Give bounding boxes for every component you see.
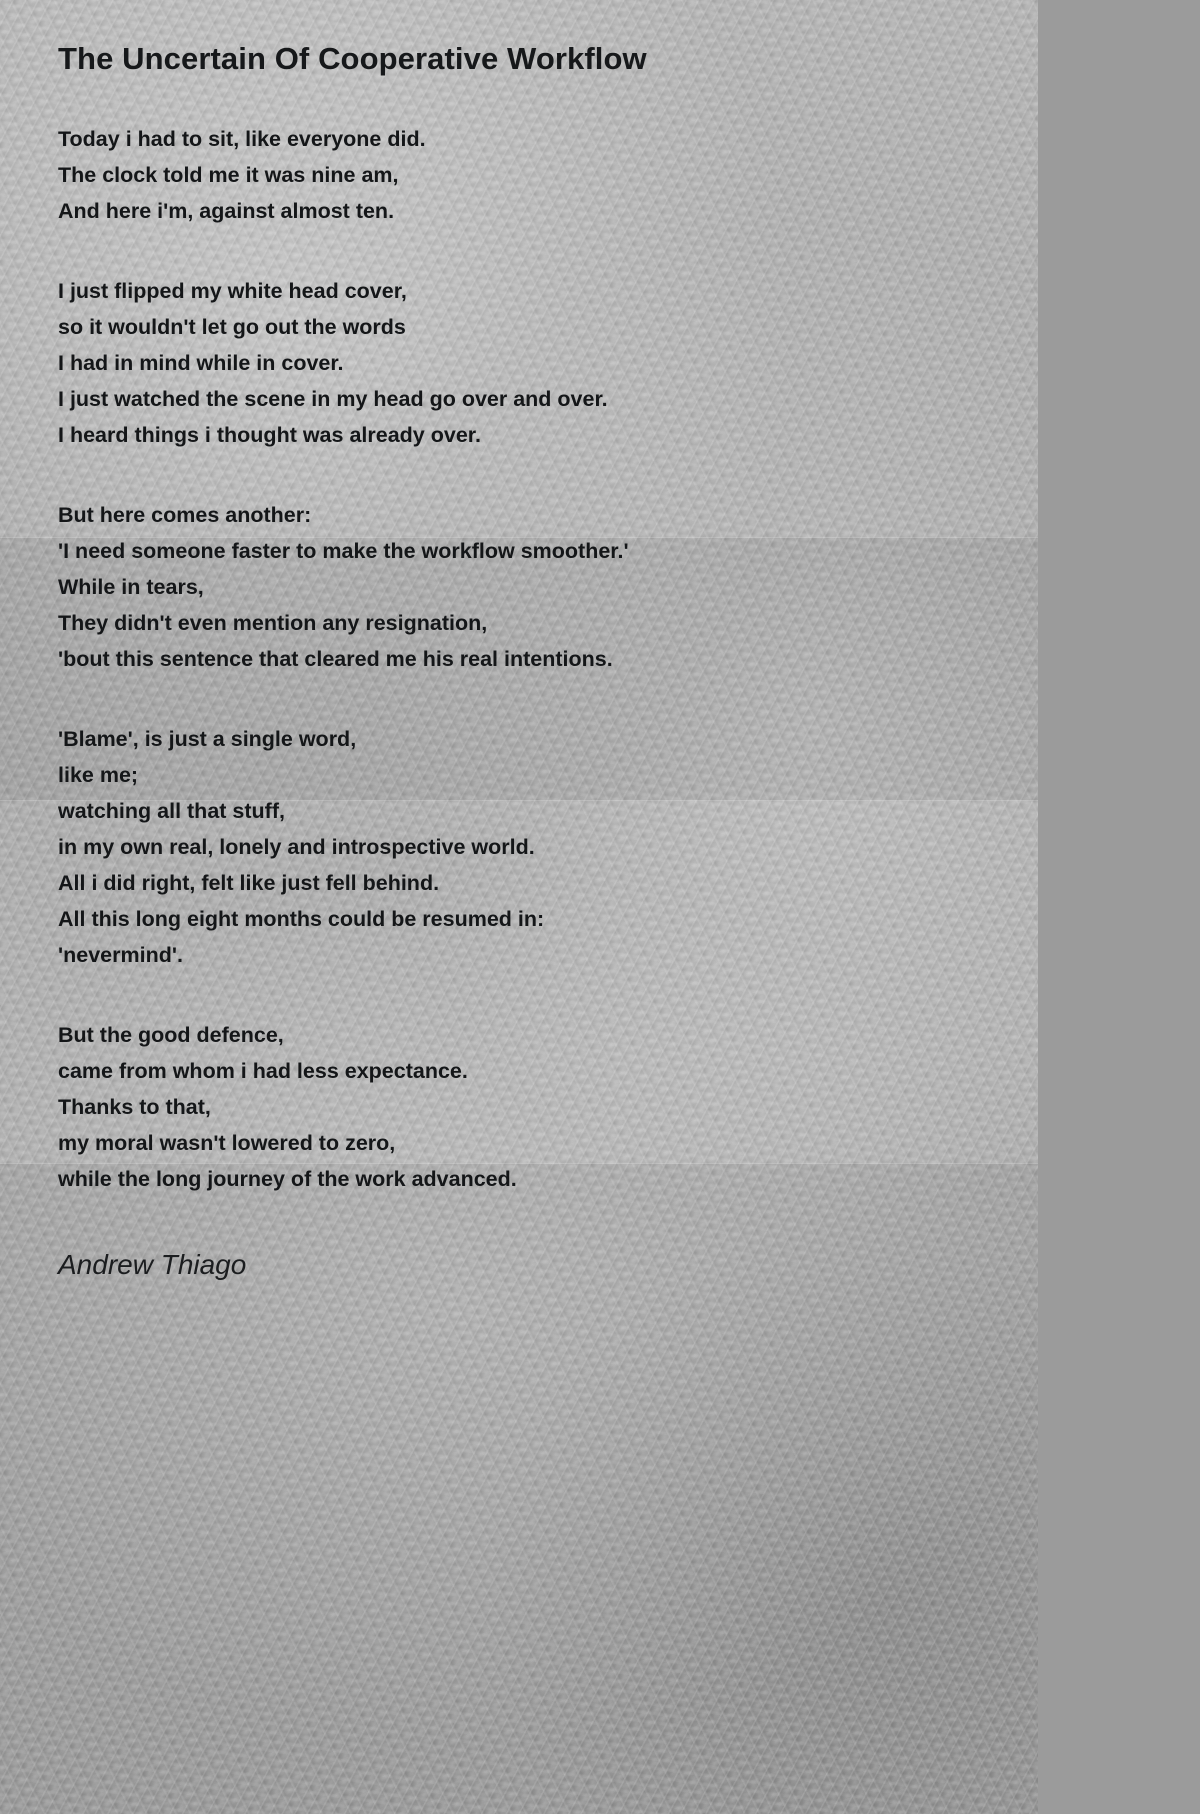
poem-line: like me; [58,762,139,787]
stanza-4 [58,721,982,973]
poem-line: so it wouldn't let go out the words [58,314,406,339]
poem-line: while the long journey of the work advanced. [58,1166,517,1191]
stanza-2 [58,273,982,453]
poem-line: my moral wasn't lowered to zero, [58,1130,396,1155]
poem-line: While in tears, [58,574,204,599]
poem-line: The clock told me it was nine am, [58,162,399,187]
poem-line: in my own real, lonely and introspective world. [58,834,535,859]
poem-line: All i did right, felt like just fell behind. [58,870,440,895]
poem-author: Andrew Thiago [58,1248,247,1280]
page-title: The Uncertain Of Cooperative Workflow [58,41,647,76]
poem-line: I just watched the scene in my head go over and over. [58,386,608,411]
stanza-5 [58,1017,982,1197]
poem-line: All this long eight months could be resumed in: [58,906,545,931]
poem-line: And here i'm, against almost ten. [58,198,395,223]
poem-line: 'bout this sentence that cleared me his real intentions. [58,646,613,671]
poem-line: came from whom i had less expectance. [58,1058,468,1083]
stanza-1 [58,121,982,229]
poem-line: They didn't even mention any resignation, [58,610,488,635]
poem-line: But here comes another: [58,502,312,527]
poem-line: I had in mind while in cover. [58,350,344,375]
poem-line: I heard things i thought was already over. [58,422,481,447]
poem-line: 'Blame', is just a single word, [58,726,357,751]
poem-line: 'nevermind'. [58,942,183,967]
poem-line: Thanks to that, [58,1094,211,1119]
poem-line: Today i had to sit, like everyone did. [58,126,426,151]
poem-line: 'I need someone faster to make the workflow smoother.' [58,538,629,563]
poem-line: I just flipped my white head cover, [58,278,407,303]
poem-line: watching all that stuff, [58,798,285,823]
poem-line: But the good defence, [58,1022,284,1047]
stanza-3 [58,497,982,677]
